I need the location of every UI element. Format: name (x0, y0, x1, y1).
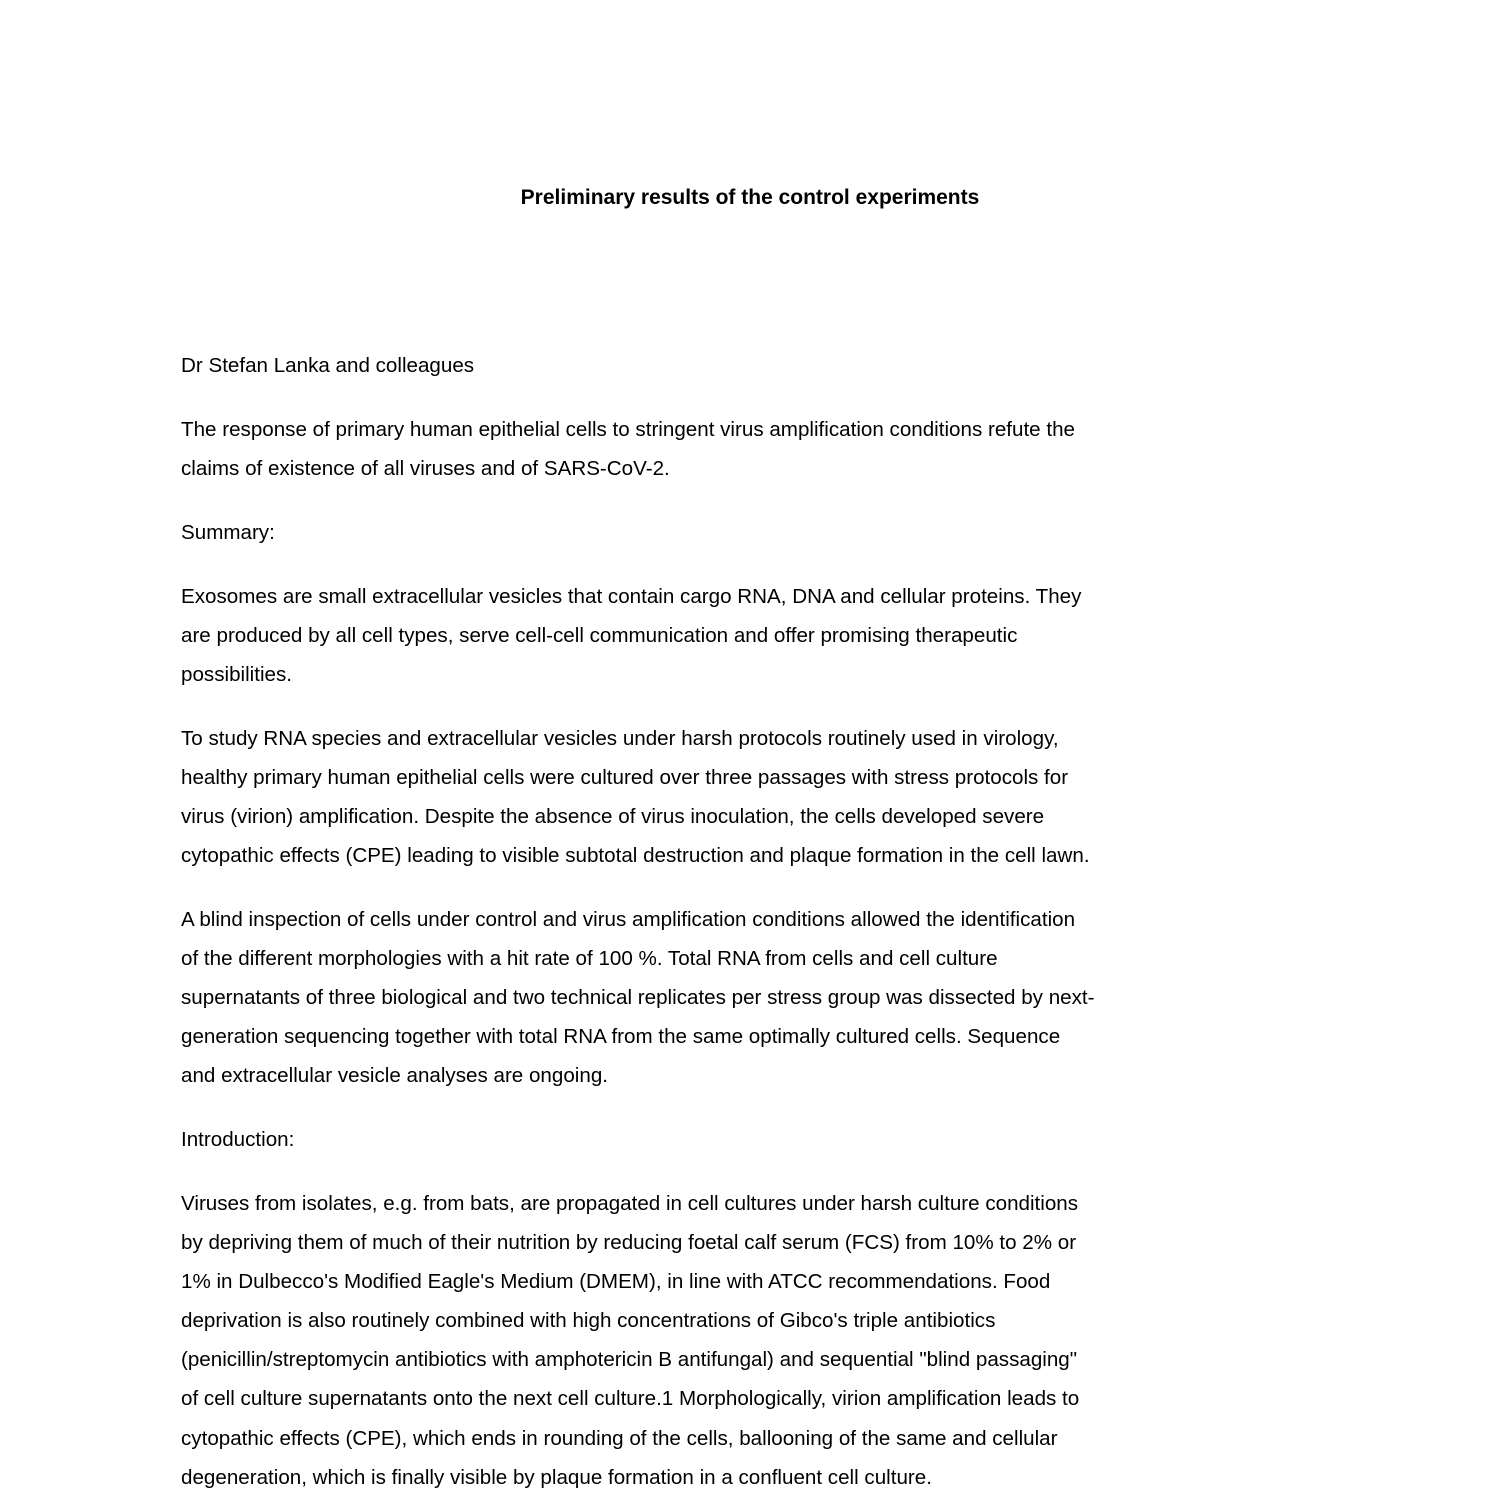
text-line: cytopathic effects (CPE), which ends in rounding of the cells, ballooning of the same and cellular (181, 1426, 1058, 1450)
text-line: of the different morphologies with a hit rate of 100 %. Total RNA from cells and cell culture (181, 947, 998, 971)
document-title: Preliminary results of the control experiments (520, 186, 980, 209)
introduction-heading (181, 1120, 294, 1159)
text-line: To study RNA species and extracellular vesicles under harsh protocols routinely used in virology, (181, 727, 1059, 750)
summary-heading (181, 513, 275, 552)
subtitle-paragraph (181, 410, 1075, 488)
summary-paragraph-1 (181, 577, 1081, 694)
text-line: Introduction: (181, 1128, 295, 1151)
text-line: (penicillin/streptomycin antibiotics with amphotericin B antifungal) and sequential "blind passaging" (181, 1348, 1078, 1372)
text-line: supernatants of three biological and two technical replicates per stress group was dissected by next- (181, 986, 1095, 1010)
text-line: A blind inspection of cells under control and virus amplification conditions allowed the identification (181, 908, 1076, 931)
author-line (181, 346, 474, 385)
text-line: 1% in Dulbecco's Modified Eagle's Medium (DMEM), in line with ATCC recommendations. Food (181, 1270, 1051, 1294)
text-line: are produced by all cell types, serve cell-cell communication and offer promising therapeutic (181, 624, 1018, 648)
summary-paragraph-3 (181, 900, 1095, 1095)
text-line: possibilities. (181, 663, 293, 687)
text-line: by depriving them of much of their nutrition by reducing foetal calf serum (FCS) from 10% to 2% or (181, 1231, 1077, 1255)
text-line: generation sequencing together with total RNA from the same optimally cultured cells. Sequence (181, 1025, 1061, 1049)
text-line: healthy primary human epithelial cells were cultured over three passages with stress protocols for (181, 766, 1069, 790)
summary-paragraph-2 (181, 719, 1090, 875)
text-line: and extracellular vesicle analyses are ongoing. (181, 1064, 608, 1088)
text-line: cytopathic effects (CPE) leading to visible subtotal destruction and plaque formation in the cell lawn. (181, 844, 1090, 868)
text-line: Exosomes are small extracellular vesicles that contain cargo RNA, DNA and cellular proteins. They (181, 585, 1082, 608)
text-line: of cell culture supernatants onto the next cell culture.1 Morphologically, virion amplification leads to (181, 1387, 1080, 1411)
text-line: claims of existence of all viruses and of SARS-CoV-2. (181, 457, 670, 481)
text-line: Viruses from isolates, e.g. from bats, are propagated in cell cultures under harsh culture conditions (181, 1192, 1079, 1215)
text-line: The response of primary human epithelial cells to stringent virus amplification conditions refute the (181, 418, 1075, 441)
introduction-paragraph-1 (181, 1184, 1079, 1497)
text-line: virus (virion) amplification. Despite the absence of virus inoculation, the cells developed severe (181, 805, 1045, 829)
text-line: Summary: (181, 521, 275, 544)
text-line: Dr Stefan Lanka and colleagues (181, 354, 475, 377)
text-line: degeneration, which is finally visible by plaque formation in a confluent cell culture. (181, 1465, 932, 1489)
text-line: deprivation is also routinely combined with high concentrations of Gibco's triple antibiotics (181, 1309, 996, 1333)
